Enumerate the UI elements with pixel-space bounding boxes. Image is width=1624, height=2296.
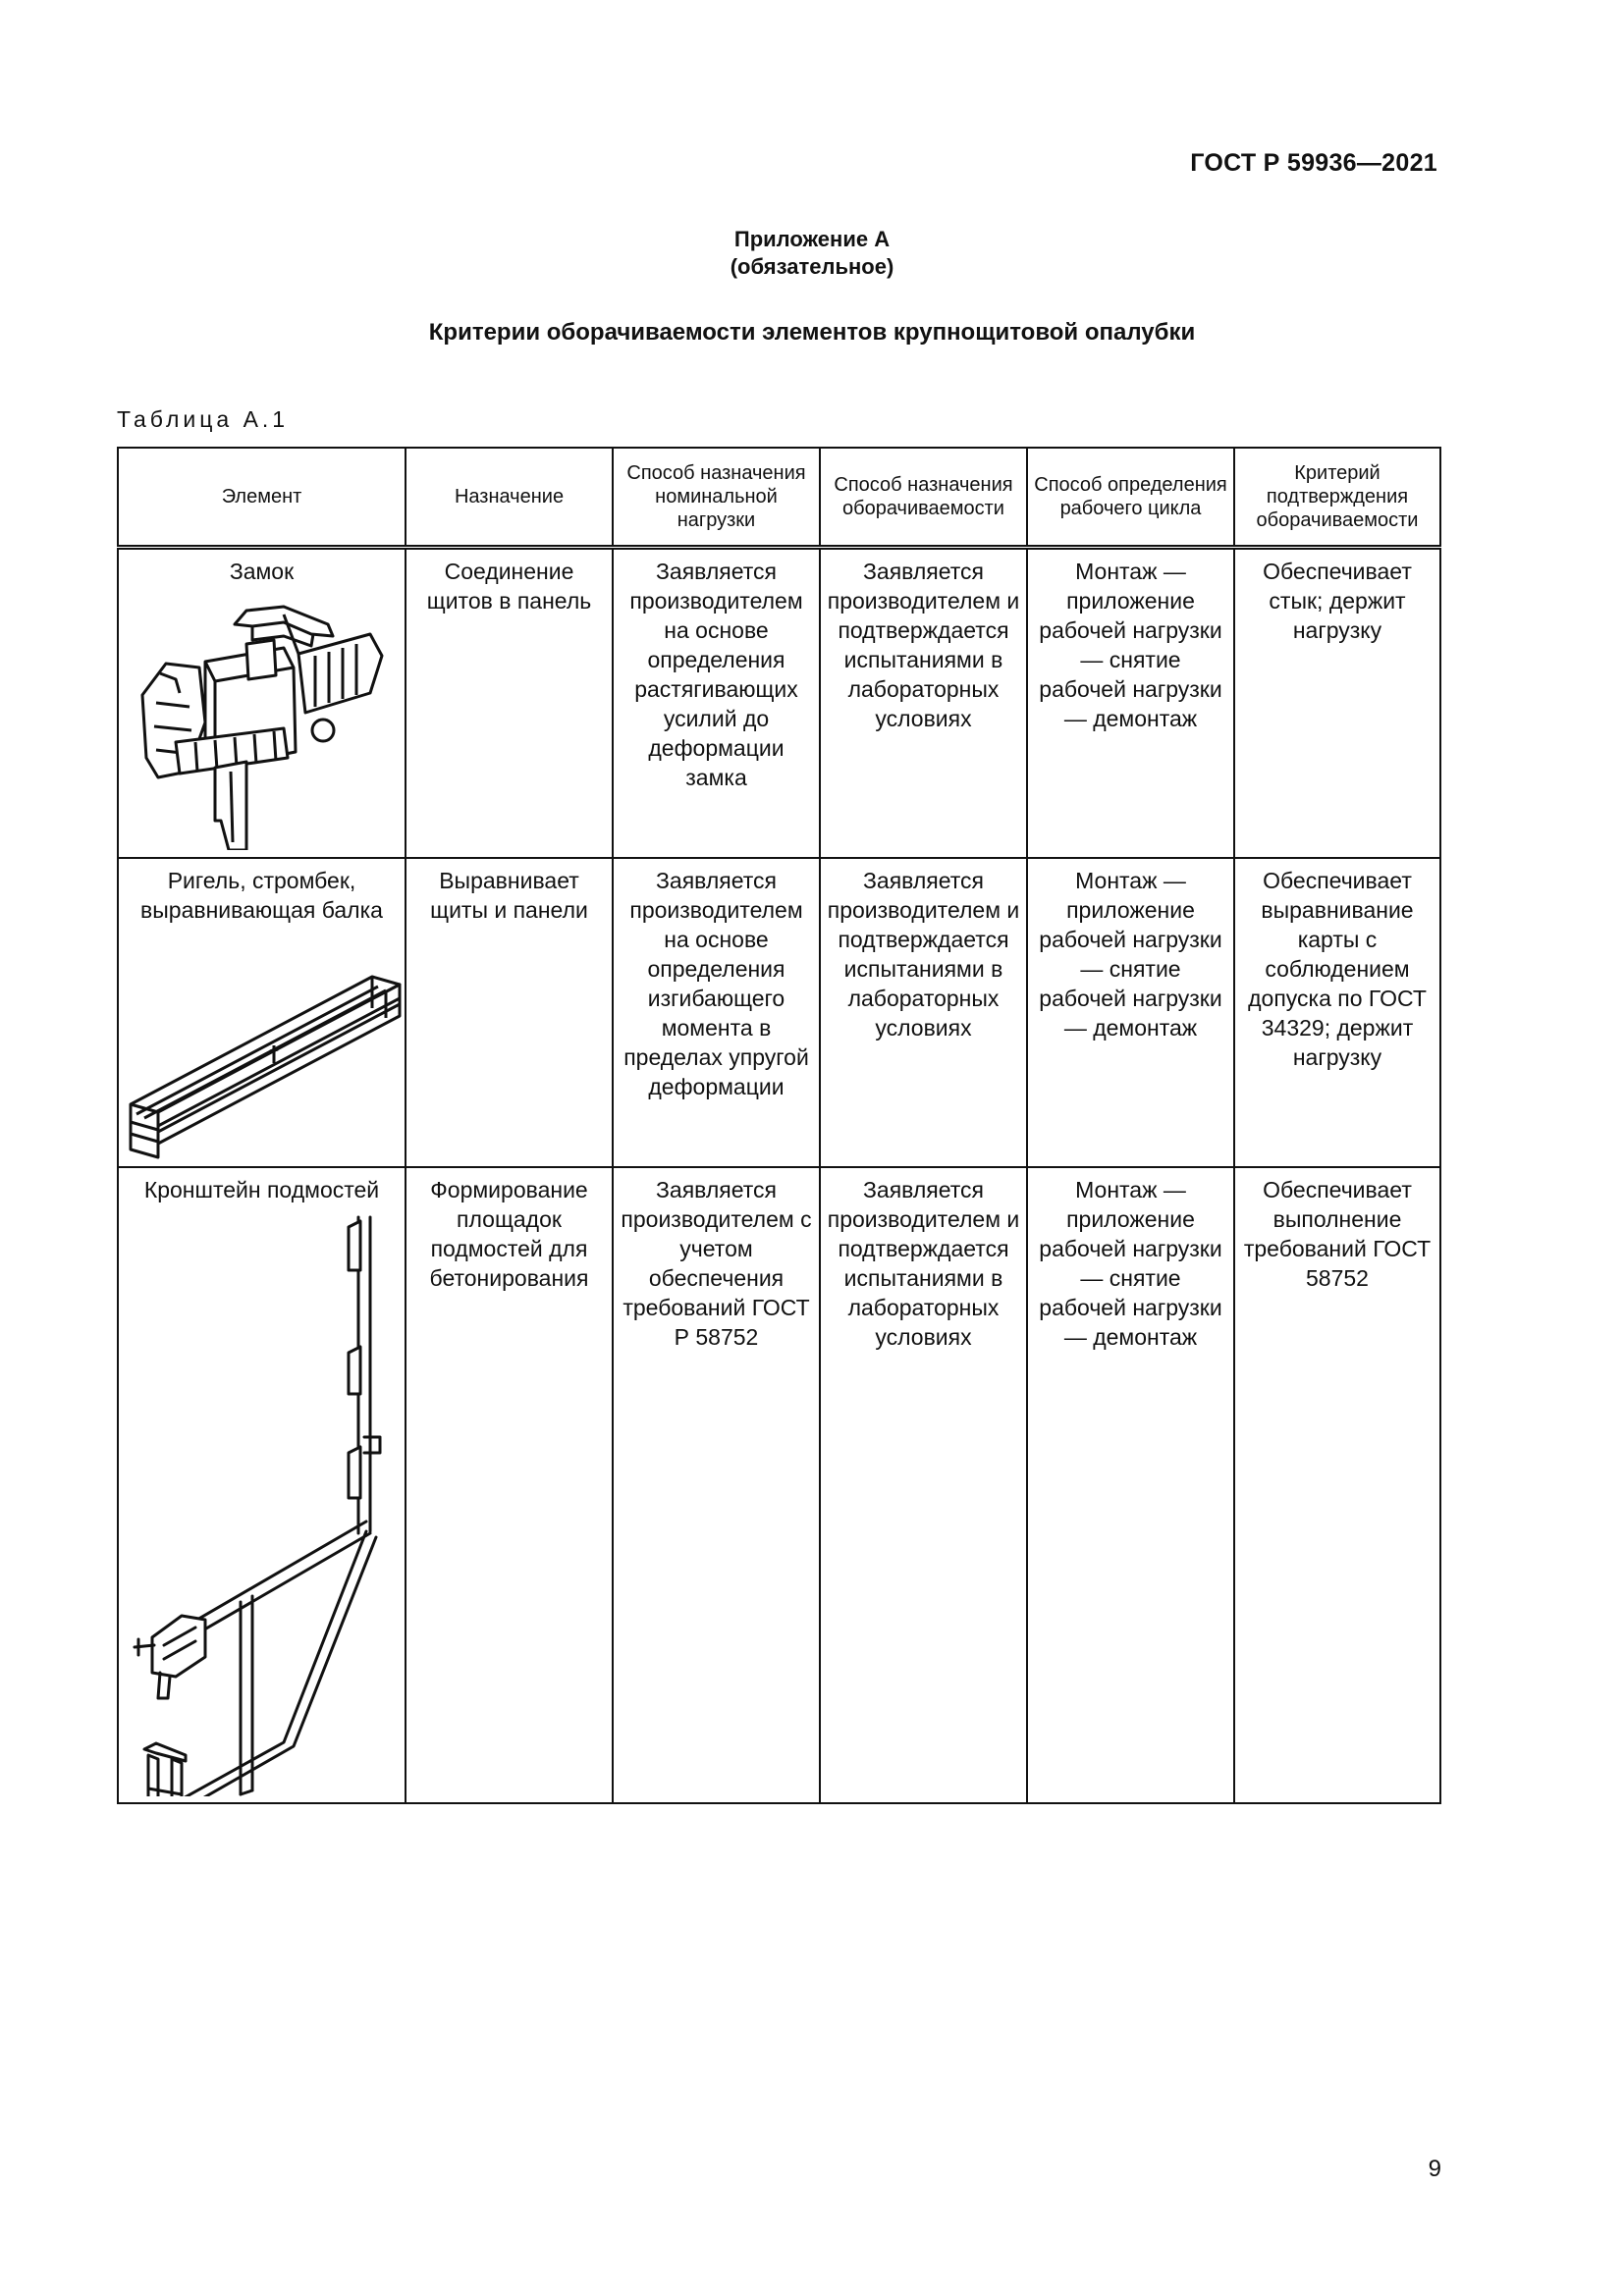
element-name: Ригель, стромбек, выравнивающая балка	[140, 868, 383, 923]
appendix-subtitle: (обязательное)	[730, 254, 894, 279]
column-header-element: Элемент	[118, 448, 406, 548]
nominal-load-cell: Заявляется производителем с учетом обеспечения требований ГОСТ Р 58752	[613, 1167, 820, 1803]
criterion-cell: Обеспечивает выравнивание карты с соблюдением допуска по ГОСТ 34329; держит нагрузку	[1234, 858, 1440, 1167]
purpose-cell: Формирование площадок подмостей для бетонирования	[406, 1167, 613, 1803]
element-cell	[118, 1167, 406, 1803]
criterion-cell: Обеспечивает стык; держит нагрузку	[1234, 548, 1440, 859]
table-row	[118, 858, 1440, 1167]
appendix-title: Приложение А	[733, 227, 891, 251]
purpose-cell: Соединение щитов в панель	[406, 548, 613, 859]
table-header-row	[118, 448, 1440, 548]
turnover-cell: Заявляется производителем и подтверждается испытаниями в лабораторных условиях	[820, 858, 1027, 1167]
lock-illustration	[136, 585, 392, 850]
table-caption: Таблица А.1	[117, 406, 290, 432]
column-header-nominal-load: Способ назначения номинальной нагрузки	[613, 448, 820, 548]
turnover-cell: Заявляется производителем и подтверждается испытаниями в лабораторных условиях	[820, 1167, 1027, 1803]
cycle-cell: Монтаж — приложение рабочей нагрузки — снятие рабочей нагрузки — демонтаж	[1027, 548, 1234, 859]
document-title: Критерии оборачиваемости элементов крупнощитовой опалубки	[428, 319, 1196, 346]
element-cell	[118, 858, 406, 1167]
column-header-criterion: Критерий подтверждения оборачиваемости	[1234, 448, 1440, 548]
purpose-cell: Выравнивает щиты и панели	[406, 858, 613, 1167]
column-header-turnover: Способ назначения оборачиваемости	[820, 448, 1027, 548]
element-name: Кронштейн подмостей	[143, 1177, 380, 1202]
table-row	[118, 548, 1440, 859]
table-row	[118, 1167, 1440, 1803]
cycle-cell: Монтаж — приложение рабочей нагрузки — снятие рабочей нагрузки — демонтаж	[1027, 858, 1234, 1167]
appendix-heading	[0, 226, 1624, 281]
column-header-cycle: Способ определения рабочего цикла	[1027, 448, 1234, 548]
cycle-cell: Монтаж — приложение рабочей нагрузки — снятие рабочей нагрузки — демонтаж	[1027, 1167, 1234, 1803]
nominal-load-cell: Заявляется производителем на основе определения изгибающего момента в пределах упругой деформации	[613, 858, 820, 1167]
criterion-cell: Обеспечивает выполнение требований ГОСТ 58752	[1234, 1167, 1440, 1803]
element-name: Замок	[229, 559, 295, 584]
nominal-load-cell: Заявляется производителем на основе определения растягивающих усилий до деформации замка	[613, 548, 820, 859]
column-header-purpose: Назначение	[406, 448, 613, 548]
turnover-cell: Заявляется производителем и подтверждается испытаниями в лабораторных условиях	[820, 548, 1027, 859]
document-code: ГОСТ Р 59936—2021	[1190, 149, 1437, 177]
beam-illustration	[127, 957, 404, 1159]
page-number: 9	[1428, 2156, 1441, 2182]
criteria-table	[117, 447, 1441, 1804]
bracket-illustration	[125, 1207, 402, 1796]
element-cell	[118, 548, 406, 859]
